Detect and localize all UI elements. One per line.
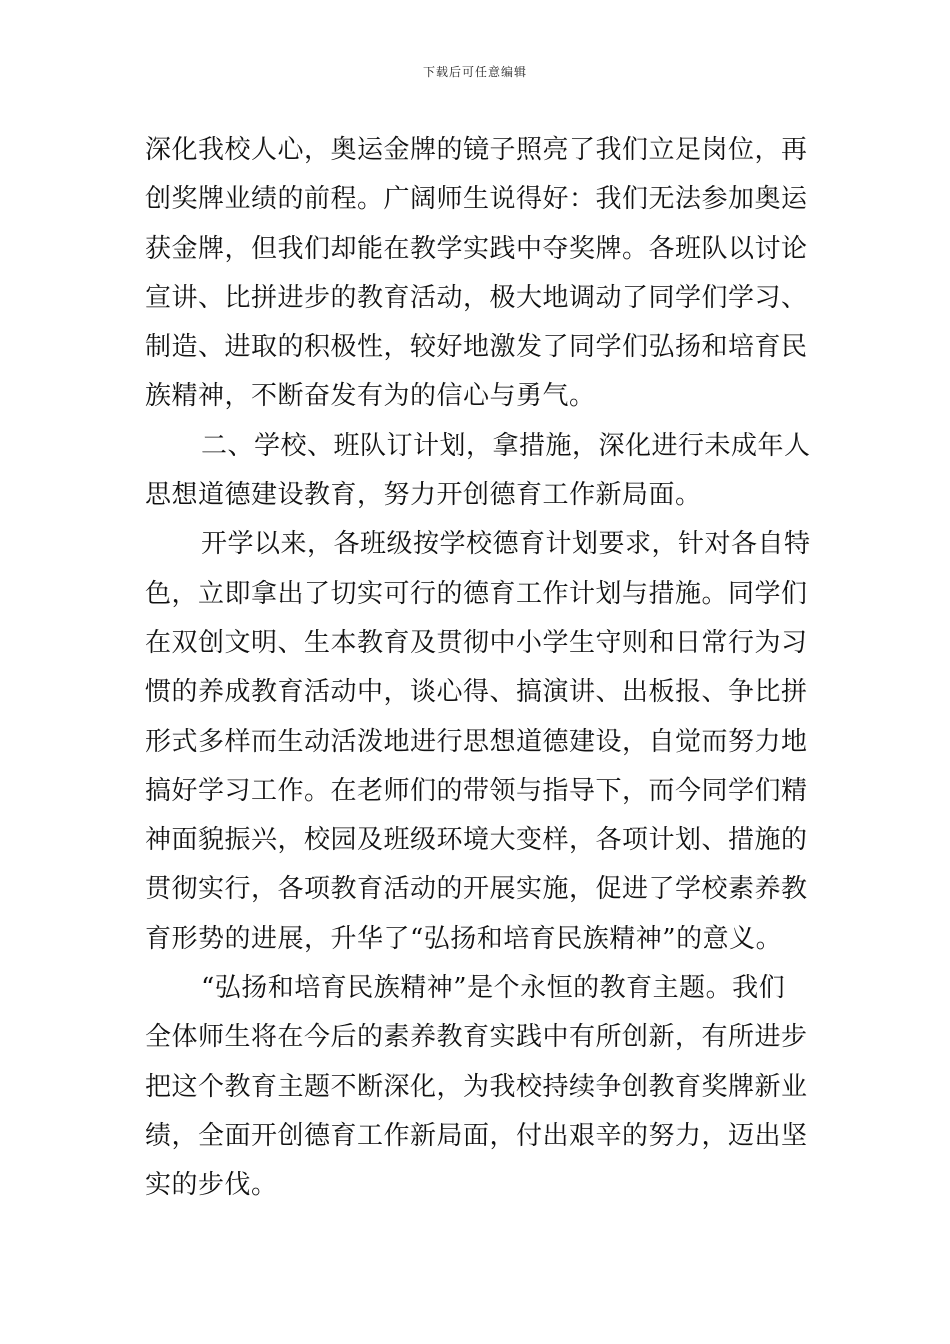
text-line: 族精神，不断奋发有为的信心与勇气。 [145,381,596,412]
text-line: 宣讲、比拼进步的教育活动，极大地调动了同学们学习、 [145,282,808,313]
text-line: 惯的养成教育活动中，谈心得、搞演讲、出板报、争比拼 [145,677,808,708]
text-line: 搞好学习工作。在老师们的带领与指导下，而今同学们精 [145,775,808,806]
text-line: 全体师生将在今后的素养教育实践中有所创新，有所进步 [145,1022,808,1053]
text-line: 制造、进取的积极性，较好地激发了同学们弘扬和培育民 [145,332,808,363]
text-line: 色，立即拿出了切实可行的德育工作计划与措施。同学们 [145,578,808,609]
document-body [145,126,825,1211]
text-line: 获金牌，但我们却能在教学实践中夺奖牌。各班队以讨论 [145,233,808,264]
text-line: “弘扬和培育民族精神”是个永恒的教育主题。我们 [201,973,786,1004]
text-line: 绩，全面开创德育工作新局面，付出艰辛的努力，迈出坚 [145,1120,808,1151]
text-line: 贯彻实行，各项教育活动的开展实施，促进了学校素养教 [145,874,808,905]
section-heading-line: 二、学校、班队订计划，拿措施，深化进行未成年人 [201,430,811,461]
text-line: 神面貌振兴，校园及班级环境大变样，各项计划、措施的 [145,825,808,856]
text-line: 形式多样而生动活泼地进行思想道德建设，自觉而努力地 [145,726,808,757]
page-header: 下载后可任意编辑 [422,65,527,79]
text-line: 实的步伐。 [145,1170,278,1201]
text-line: 深化我校人心，奥运金牌的镜子照亮了我们立足岗位，再 [145,135,808,165]
text-line: 育形势的进展，升华了“弘扬和培育民族精神”的意义。 [145,923,783,954]
text-line: 把这个教育主题不断深化，为我校持续争创教育奖牌新业 [145,1071,808,1102]
section-heading-line: 思想道德建设教育，努力开创德育工作新局面。 [145,480,702,511]
text-line: 创奖牌业绩的前程。广阔师生说得好：我们无法参加奥运 [145,184,808,215]
text-line: 在双创文明、生本教育及贯彻中小学生守则和日常行为习 [145,627,808,658]
text-line: 开学以来，各班级按学校德育计划要求，针对各自特 [201,529,811,560]
